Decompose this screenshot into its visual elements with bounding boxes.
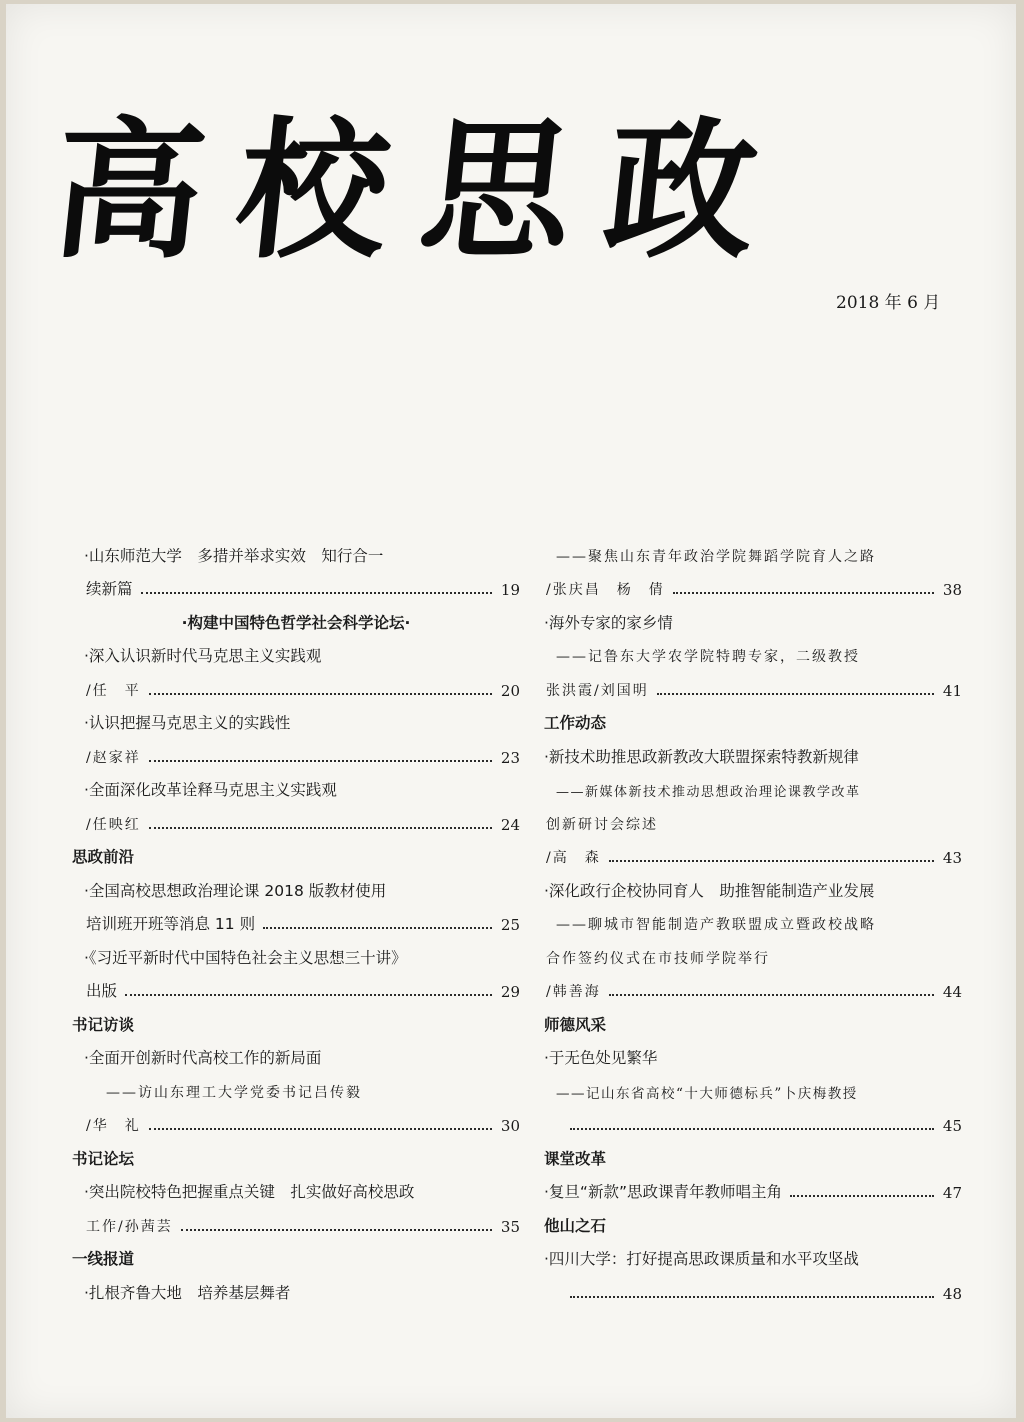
toc-entry-subtitle[interactable]: ——聚焦山东青年政治学院舞蹈学院育人之路 xyxy=(556,548,876,565)
section-heading: 工作动态 xyxy=(544,714,607,732)
leader-dots xyxy=(609,860,934,862)
toc-entry-subtitle[interactable]: ——聊城市智能制造产教联盟成立暨政校战略 xyxy=(556,917,876,933)
toc-entry-title[interactable]: ·全面深化改革诠释马克思主义实践观 xyxy=(84,781,337,799)
leader-dots xyxy=(570,1296,934,1298)
section-heading: 课堂改革 xyxy=(544,1149,607,1168)
toc-entry-title[interactable]: ·于无色处见繁华 xyxy=(544,1049,658,1067)
toc-entry-subtitle[interactable]: ——记鲁东大学农学院特聘专家，二级教授 xyxy=(556,649,860,665)
toc-entry-title[interactable]: ·复旦“新款”思政课青年教师唱主角 47 xyxy=(544,1183,962,1202)
page-number: 44 xyxy=(942,983,962,1001)
toc-entry-line[interactable]: 培训班开班等消息 11 则 25 xyxy=(86,915,520,934)
leader-dots xyxy=(263,927,492,929)
toc-entry-title[interactable]: ·全面开创新时代高校工作的新局面 xyxy=(84,1049,322,1067)
issue-date: 2018 年 6 月 xyxy=(836,293,941,313)
toc-entry-title[interactable]: ·全国高校思想政治理论课 2018 版教材使用 xyxy=(84,881,387,900)
toc-entry-subtitle[interactable]: ——记山东省高校“十大师德标兵”卜庆梅教授 xyxy=(556,1085,858,1102)
page-number: 47 xyxy=(942,1184,962,1202)
toc-entry-title[interactable]: ·新技术助推思政新教改大联盟探索特教新规律 xyxy=(544,747,859,766)
toc-entry-author[interactable]: /赵家祥 23 xyxy=(86,748,520,767)
toc-entry-line[interactable]: 续新篇 19 xyxy=(86,580,520,599)
leader-dots xyxy=(673,592,934,594)
page-number: 45 xyxy=(942,1117,962,1135)
toc-entry-title[interactable]: ·《习近平新时代中国特色社会主义思想三十讲》 xyxy=(84,948,407,967)
toc-entry-line[interactable]: 出版 29 xyxy=(86,982,520,1001)
leader-dots xyxy=(141,592,492,594)
leader-dots xyxy=(570,1128,934,1130)
toc-right-column xyxy=(542,534,962,1305)
page-number: 38 xyxy=(942,581,962,599)
page-number: 48 xyxy=(942,1284,962,1303)
toc-entry-author[interactable]: 工作/孙茜芸 35 xyxy=(86,1217,520,1236)
journal-title: 高校思政 xyxy=(44,103,800,279)
toc-entry-author[interactable]: /高 森 43 xyxy=(546,849,962,867)
page-number: 43 xyxy=(942,849,962,867)
journal-cover-page xyxy=(6,4,1016,1418)
leader-dots xyxy=(181,1229,492,1231)
toc-entry-author[interactable]: /任 平 20 xyxy=(86,681,520,700)
toc-entry-author[interactable]: /张庆昌 杨 倩 38 xyxy=(546,581,962,599)
page-number: 25 xyxy=(500,916,520,934)
page-number: 23 xyxy=(500,748,520,767)
page-number: 29 xyxy=(500,983,520,1001)
toc-entry-author[interactable]: /韩善海 44 xyxy=(546,983,962,1001)
toc-entry-subtitle[interactable]: 创新研讨会综述 xyxy=(546,816,658,833)
leader-dots xyxy=(149,693,492,695)
leader-dots xyxy=(790,1195,934,1197)
section-heading: 思政前沿 xyxy=(72,848,135,866)
section-heading: 书记论坛 xyxy=(72,1149,135,1168)
toc-entry-subtitle[interactable]: ——访山东理工大学党委书记吕传毅 xyxy=(106,1084,362,1101)
toc-entry-title[interactable]: ·山东师范大学 多措并举求实效 知行合一 xyxy=(84,546,384,565)
page-number: 24 xyxy=(500,815,520,834)
leader-dots xyxy=(149,1128,492,1130)
leader-dots xyxy=(149,827,492,829)
toc-entry-title[interactable]: ·突出院校特色把握重点关键 扎实做好高校思政 xyxy=(84,1183,415,1201)
toc-entry-title[interactable]: ·深化政行企校协同育人 助推智能制造产业发展 xyxy=(544,881,875,900)
toc-entry-subtitle[interactable]: ——新媒体新技术推动思想政治理论课教学改革 xyxy=(556,785,861,800)
toc-entry-title[interactable]: ·四川大学：打好提高思政课质量和水平攻坚战 xyxy=(544,1250,859,1268)
leader-dots xyxy=(125,994,492,996)
section-heading: ·构建中国特色哲学社会科学论坛· xyxy=(181,613,411,632)
page-number: 41 xyxy=(942,681,962,700)
toc-entry-line[interactable] xyxy=(542,1271,962,1305)
section-heading: 他山之石 xyxy=(544,1216,607,1235)
toc-entry-title[interactable]: ·海外专家的家乡情 xyxy=(544,613,673,632)
toc-entry-author[interactable]: /华 礼 30 xyxy=(86,1117,520,1135)
toc-entry-subtitle[interactable]: 合作签约仪式在市技师学院举行 xyxy=(546,950,770,967)
toc-entry-author[interactable]: 张洪霞/刘国明 41 xyxy=(546,681,962,700)
section-heading: 一线报道 xyxy=(72,1250,135,1268)
page-number: 20 xyxy=(500,681,520,700)
leader-dots xyxy=(657,693,934,695)
toc-entry-title[interactable]: ·深入认识新时代马克思主义实践观 xyxy=(84,647,322,665)
page-number: 30 xyxy=(500,1117,520,1135)
leader-dots xyxy=(609,994,934,996)
toc-entry-line[interactable] xyxy=(542,1104,962,1138)
page-number: 19 xyxy=(500,581,520,599)
toc-left-column xyxy=(72,534,520,1305)
toc-entry-title[interactable]: ·认识把握马克思主义的实践性 xyxy=(84,714,291,732)
leader-dots xyxy=(149,760,492,762)
page-number: 35 xyxy=(500,1217,520,1236)
toc-entry-title[interactable]: ·扎根齐鲁大地 培养基层舞者 xyxy=(84,1283,291,1302)
section-heading: 书记访谈 xyxy=(72,1015,135,1034)
toc-entry-author[interactable]: /任映红 24 xyxy=(86,815,520,834)
section-heading: 师德风采 xyxy=(544,1015,607,1034)
